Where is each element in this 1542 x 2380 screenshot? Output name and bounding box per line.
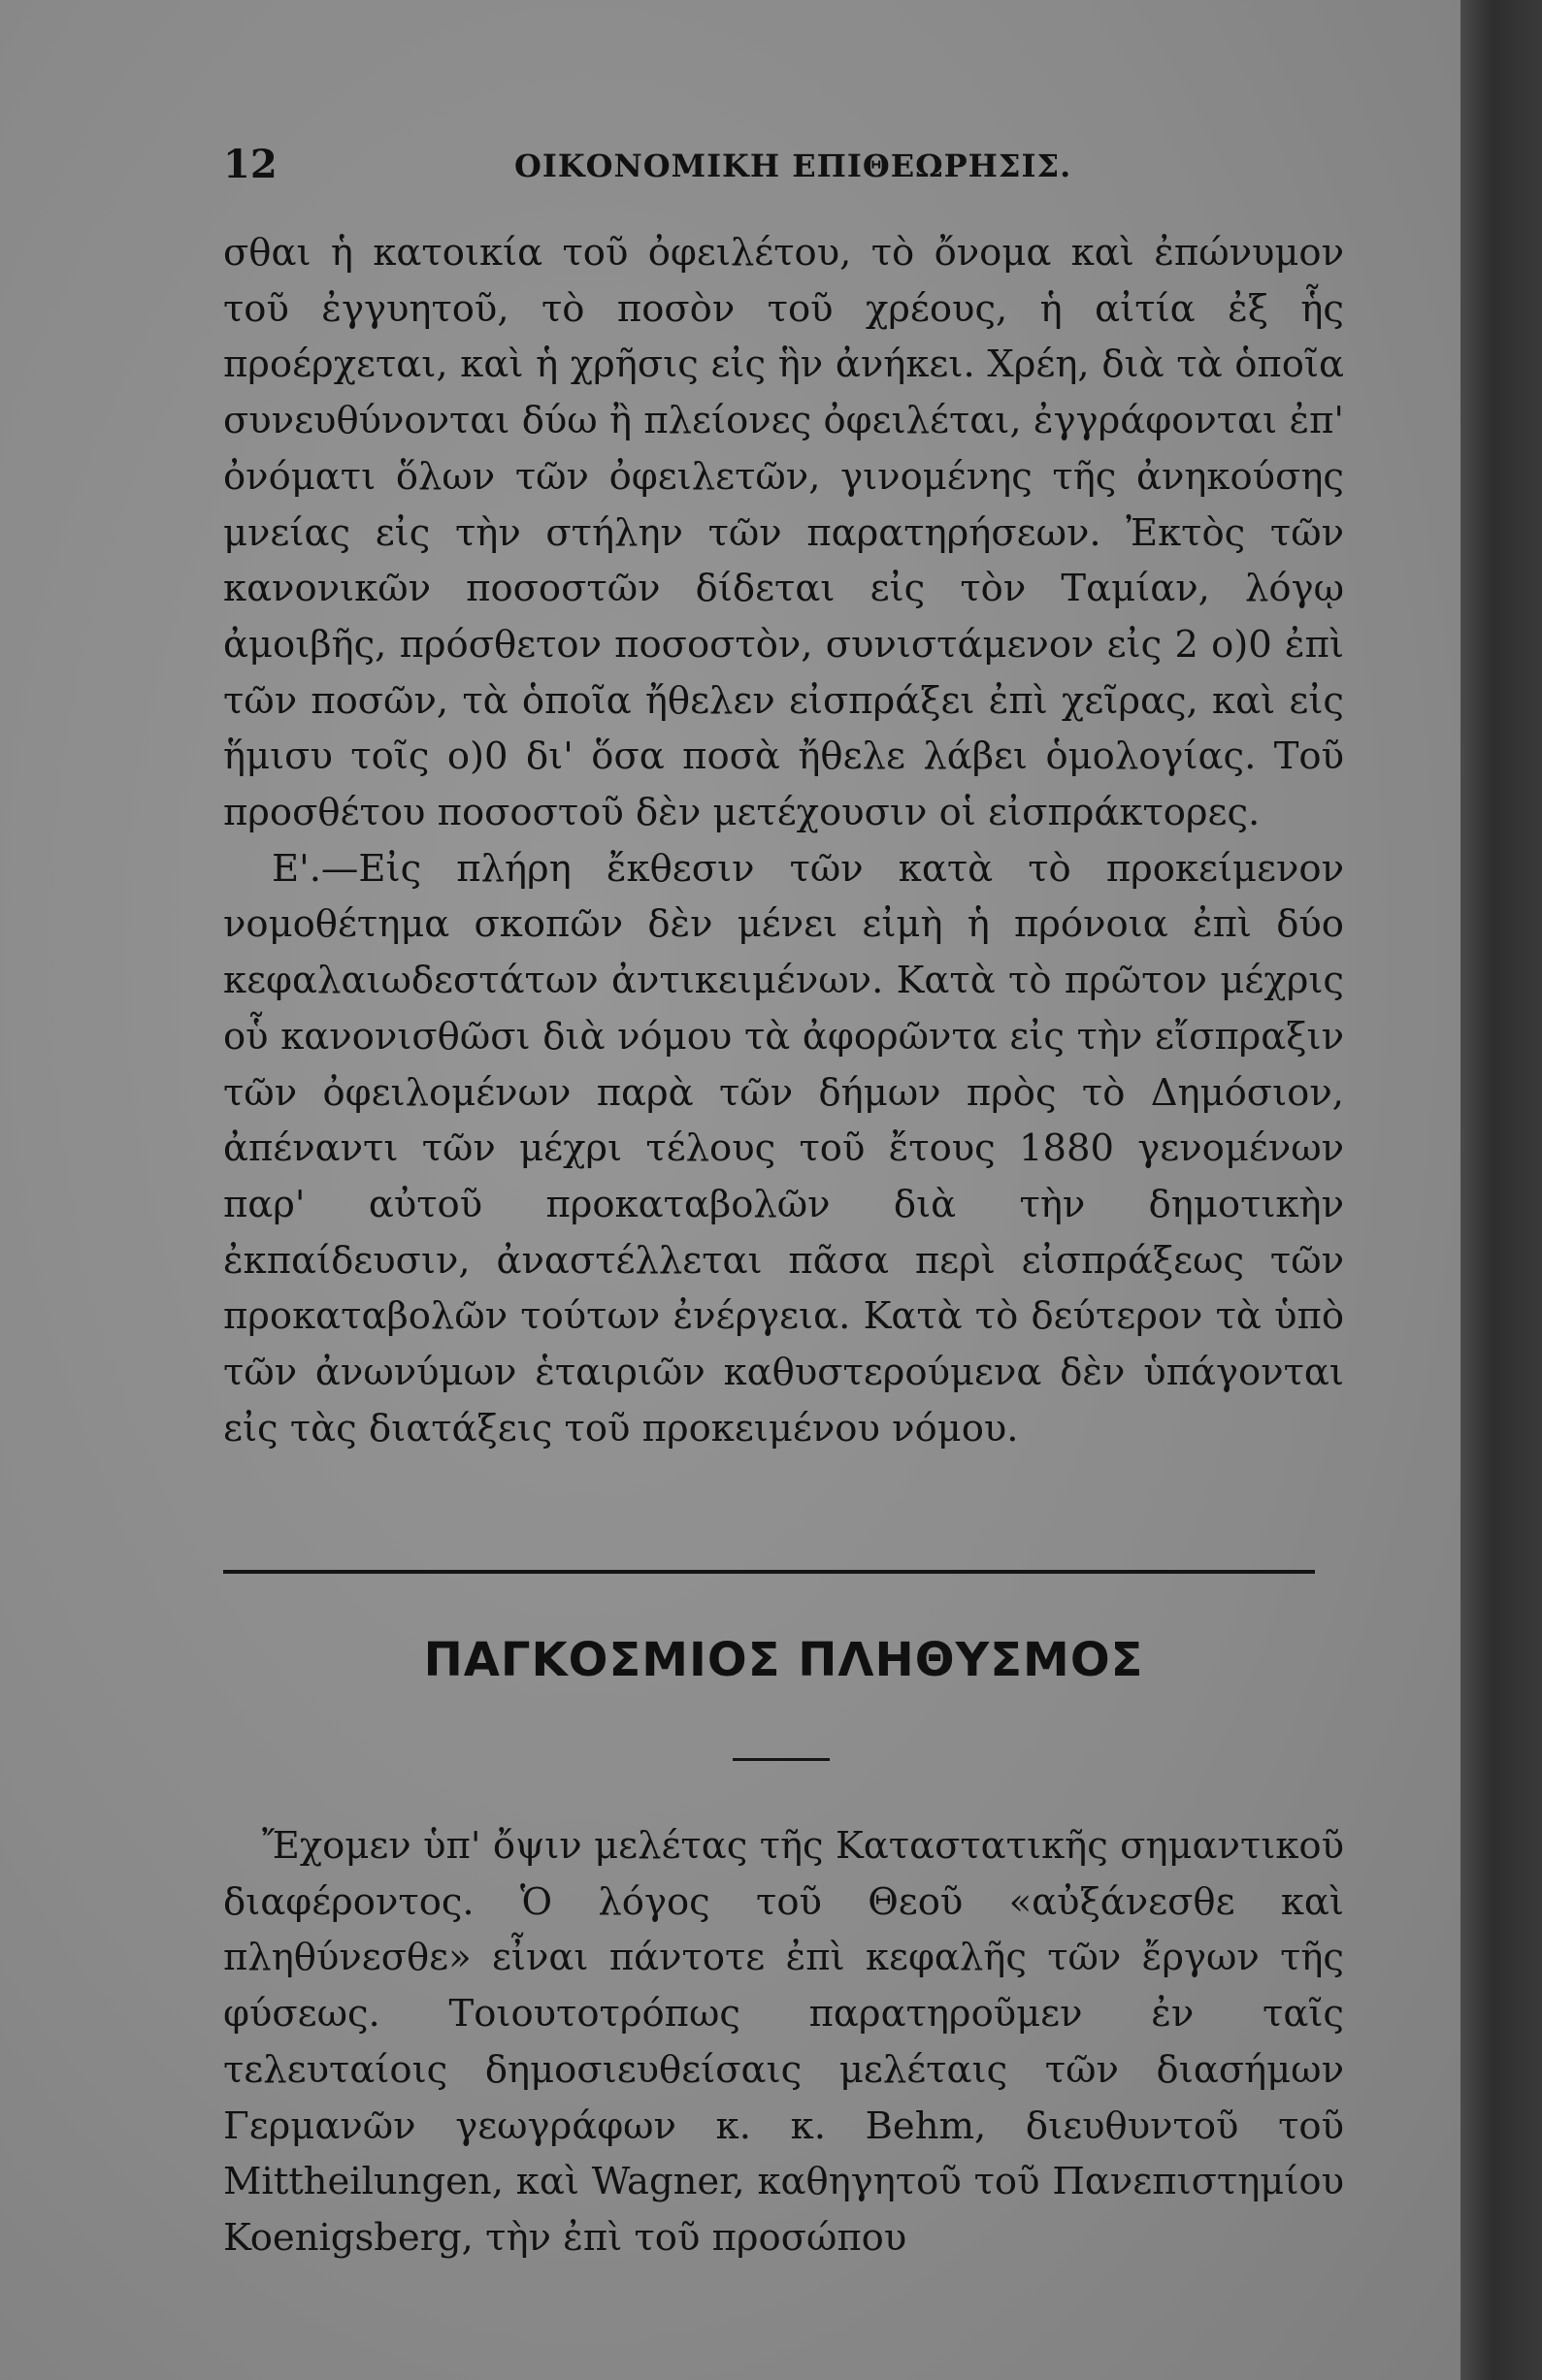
paragraph-1: σθαι ἡ κατοικία τοῦ ὀφειλέτου, τὸ ὄνομα καὶ ἐπώνυμον τοῦ ἐγγυητοῦ, τὸ ποσὸν τοῦ χρέους, ἡ αἰτία ἐξ ἧς προέρχεται, καὶ ἡ χρῆσις εἰς ἣν ἀνήκει. Χρέη, διὰ τὰ ὁποῖα συνευθύνονται δύω ἢ πλείονες ὀφειλέται, ἐγγράφονται ἐπ' ὀνόματι ὅλων τῶν ὀφειλετῶν, γινομένης τῆς ἀνηκούσης μνείας εἰς τὴν στήλην τῶν παρατηρήσεων. Ἐκτὸς τῶν κανονικῶν ποσοστῶν δίδεται εἰς τὸν Ταμίαν, λόγῳ ἀμοιβῆς, πρόσθετον ποσοστὸν, συνιστάμενον εἰς 2 ο)0 ἐπὶ τῶν ποσῶν, τὰ ὁποῖα ἤθελεν εἰσπράξει ἐπὶ χεῖρας, καὶ εἰς ἥμισυ τοῖς ο)0 δι' ὅσα ποσὰ ἤθελε λάβει ὁμολογίας. Τοῦ προσθέτου ποσοστοῦ δὲν μετέχουσιν οἱ εἰσπράκτορες. — [223, 231, 1344, 835]
title-underline — [733, 1758, 830, 1761]
section-title: ΠΑΓΚΟΣΜΙΟΣ ΠΛΗΘΥΣΜΟΣ — [423, 1633, 1144, 1687]
section-divider — [223, 1570, 1315, 1574]
running-title: ΟΙΚΟΝΟΜΙΚΗ ΕΠΙΘΕΩΡΗΣΙΣ. — [514, 147, 1072, 184]
page-number: 12 — [223, 142, 278, 187]
paragraph-2: Ε'.—Εἰς πλήρη ἔκθεσιν τῶν κατὰ τὸ προκείμενον νομοθέτημα σκοπῶν δὲν μένει εἰμὴ ἡ πρόνοια ἐπὶ δύο κεφαλαιωδεστάτων ἀντικειμένων. Κατὰ τὸ πρῶτον μέχρις οὗ κανονισθῶσι διὰ νόμου τὰ ἀφορῶντα εἰς τὴν εἴσπραξιν τῶν ὀφειλομένων παρὰ τῶν δήμων πρὸς τὸ Δημόσιον, ἀπέναντι τῶν μέχρι τέλους τοῦ ἔτους 1880 γενομένων παρ' αὐτοῦ προκαταβολῶν διὰ τὴν δημοτικὴν ἐκπαίδευσιν, ἀναστέλλεται πᾶσα περὶ εἰσπράξεως τῶν προκαταβολῶν τούτων ἐνέργεια. Κατὰ τὸ δεύτερον τὰ ὑπὸ τῶν ἀνωνύμων ἑταιριῶν καθυστερούμενα δὲν ὑπάγονται εἰς τὰς διατάξεις τοῦ προκειμένου νόμου. — [223, 846, 1344, 1451]
book-gutter — [1460, 0, 1542, 2380]
section-paragraph: Ἔχομεν ὑπ' ὄψιν μελέτας τῆς Καταστατικῆς σημαντικοῦ διαφέροντος. Ὁ λόγος τοῦ Θεοῦ «αὐξάνεσθε καὶ πληθύνεσθε» εἶναι πάντοτε ἐπὶ κεφαλῆς τῶν ἔργων τῆς φύσεως. Τοιουτοτρόπως παρατηροῦμεν ἐν ταῖς τελευταίοις δημοσιευθείσαις μελέταις τῶν διασήμων Γερμανῶν γεωγράφων κ. κ. Behm, διευθυντοῦ τοῦ Mittheilungen, καὶ Wagner, καθηγητοῦ τοῦ Πανεπιστημίου Koenigsberg, τὴν ἐπὶ τοῦ προσώπου — [223, 1824, 1344, 2260]
body-text-block — [223, 225, 1344, 1477]
page-header — [223, 142, 1097, 200]
